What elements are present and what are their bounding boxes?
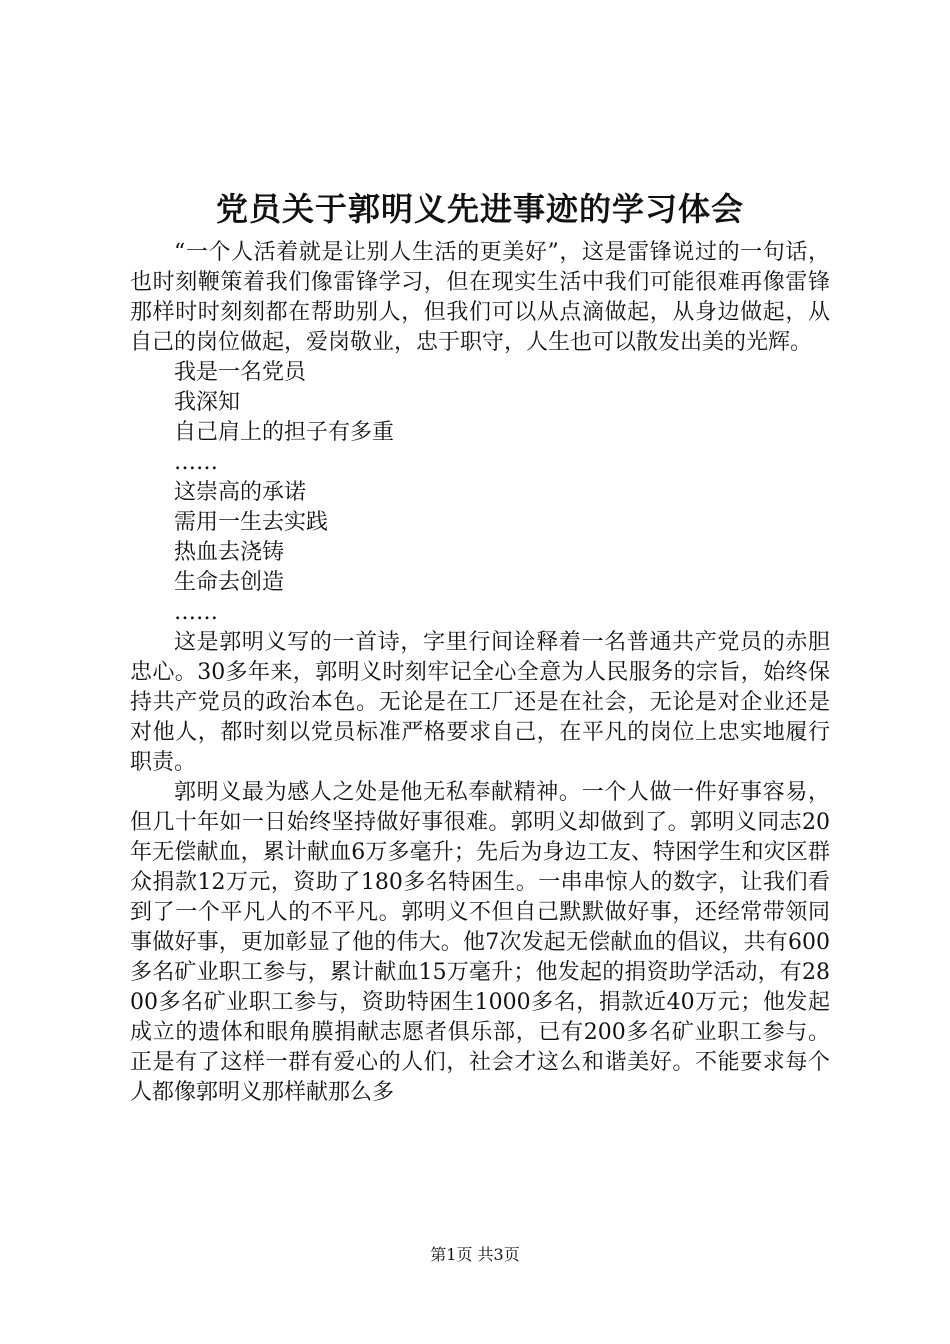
poem-ellipsis: …… <box>174 450 218 475</box>
poem-line: 自己肩上的担子有多重 <box>174 420 395 445</box>
page-footer: 第1页 共3页 <box>430 1245 520 1264</box>
poem-line: 这崇高的承诺 <box>174 480 307 505</box>
poem-line: 我是一名党员 <box>174 360 307 385</box>
poem-ellipsis: …… <box>174 600 218 625</box>
document-title: 党员关于郭明义先进事迹的学习体会 <box>215 190 744 228</box>
document-page <box>130 182 830 1108</box>
paragraph-dedication: 郭明义最为感人之处是他无私奉献精神。一个人做一件好事容易，但几十年如一日始终坚持做好事很难。郭明义却做到了。郭明义同志20年无偿献血，累计献血6万多毫升；先后为身边工友、特困学生和灾区群众捐款12万元，资助了180多名特困生。一串串惊人的数字，让我们看到了一个平凡人的不平凡。郭明义不但自己默默做好事，还经常带领同事做好事，更加彰显了他的伟大。他7次发起无偿献血的倡议，共有600多名矿业职工参与，累计献血15万毫升；他发起的捐资助学活动，有2800多名矿业职工参与，资助特困生1000多名，捐款近40万元；他发起成立的遗体和眼角膜捐献志愿者俱乐部，已有200多名矿业职工参与。正是有了这样一群有爱心的人们，社会才这么和谐美好。不能要求每个人都像郭明义那样献那么多 <box>130 780 830 1105</box>
poem-line: 我深知 <box>174 390 241 415</box>
poem-line: 热血去浇铸 <box>174 540 285 565</box>
poem-line: 需用一生去实践 <box>174 510 329 535</box>
paragraph-intro: “一个人活着就是让别人生活的更美好”，这是雷锋说过的一句话，也时刻鞭策着我们像雷锋学习，但在现实生活中我们可能很难再像雷锋那样时时刻刻都在帮助别人，但我们可以从点滴做起，从身边做起，从自己的岗位做起，爱岗敬业，忠于职守，人生也可以散发出美的光辉。 <box>130 240 830 355</box>
poem-block <box>130 358 830 628</box>
paragraph-poem-commentary: 这是郭明义写的一首诗，字里行间诠释着一名普通共产党员的赤胆忠心。30多年来，郭明义时刻牢记全心全意为人民服务的宗旨，始终保持共产党员的政治本色。无论是在工厂还是在社会，无论是对企业还是对他人，都时刻以党员标准严格要求自己，在平凡的岗位上忠实地履行职责。 <box>130 630 830 775</box>
poem-line: 生命去创造 <box>174 570 285 595</box>
